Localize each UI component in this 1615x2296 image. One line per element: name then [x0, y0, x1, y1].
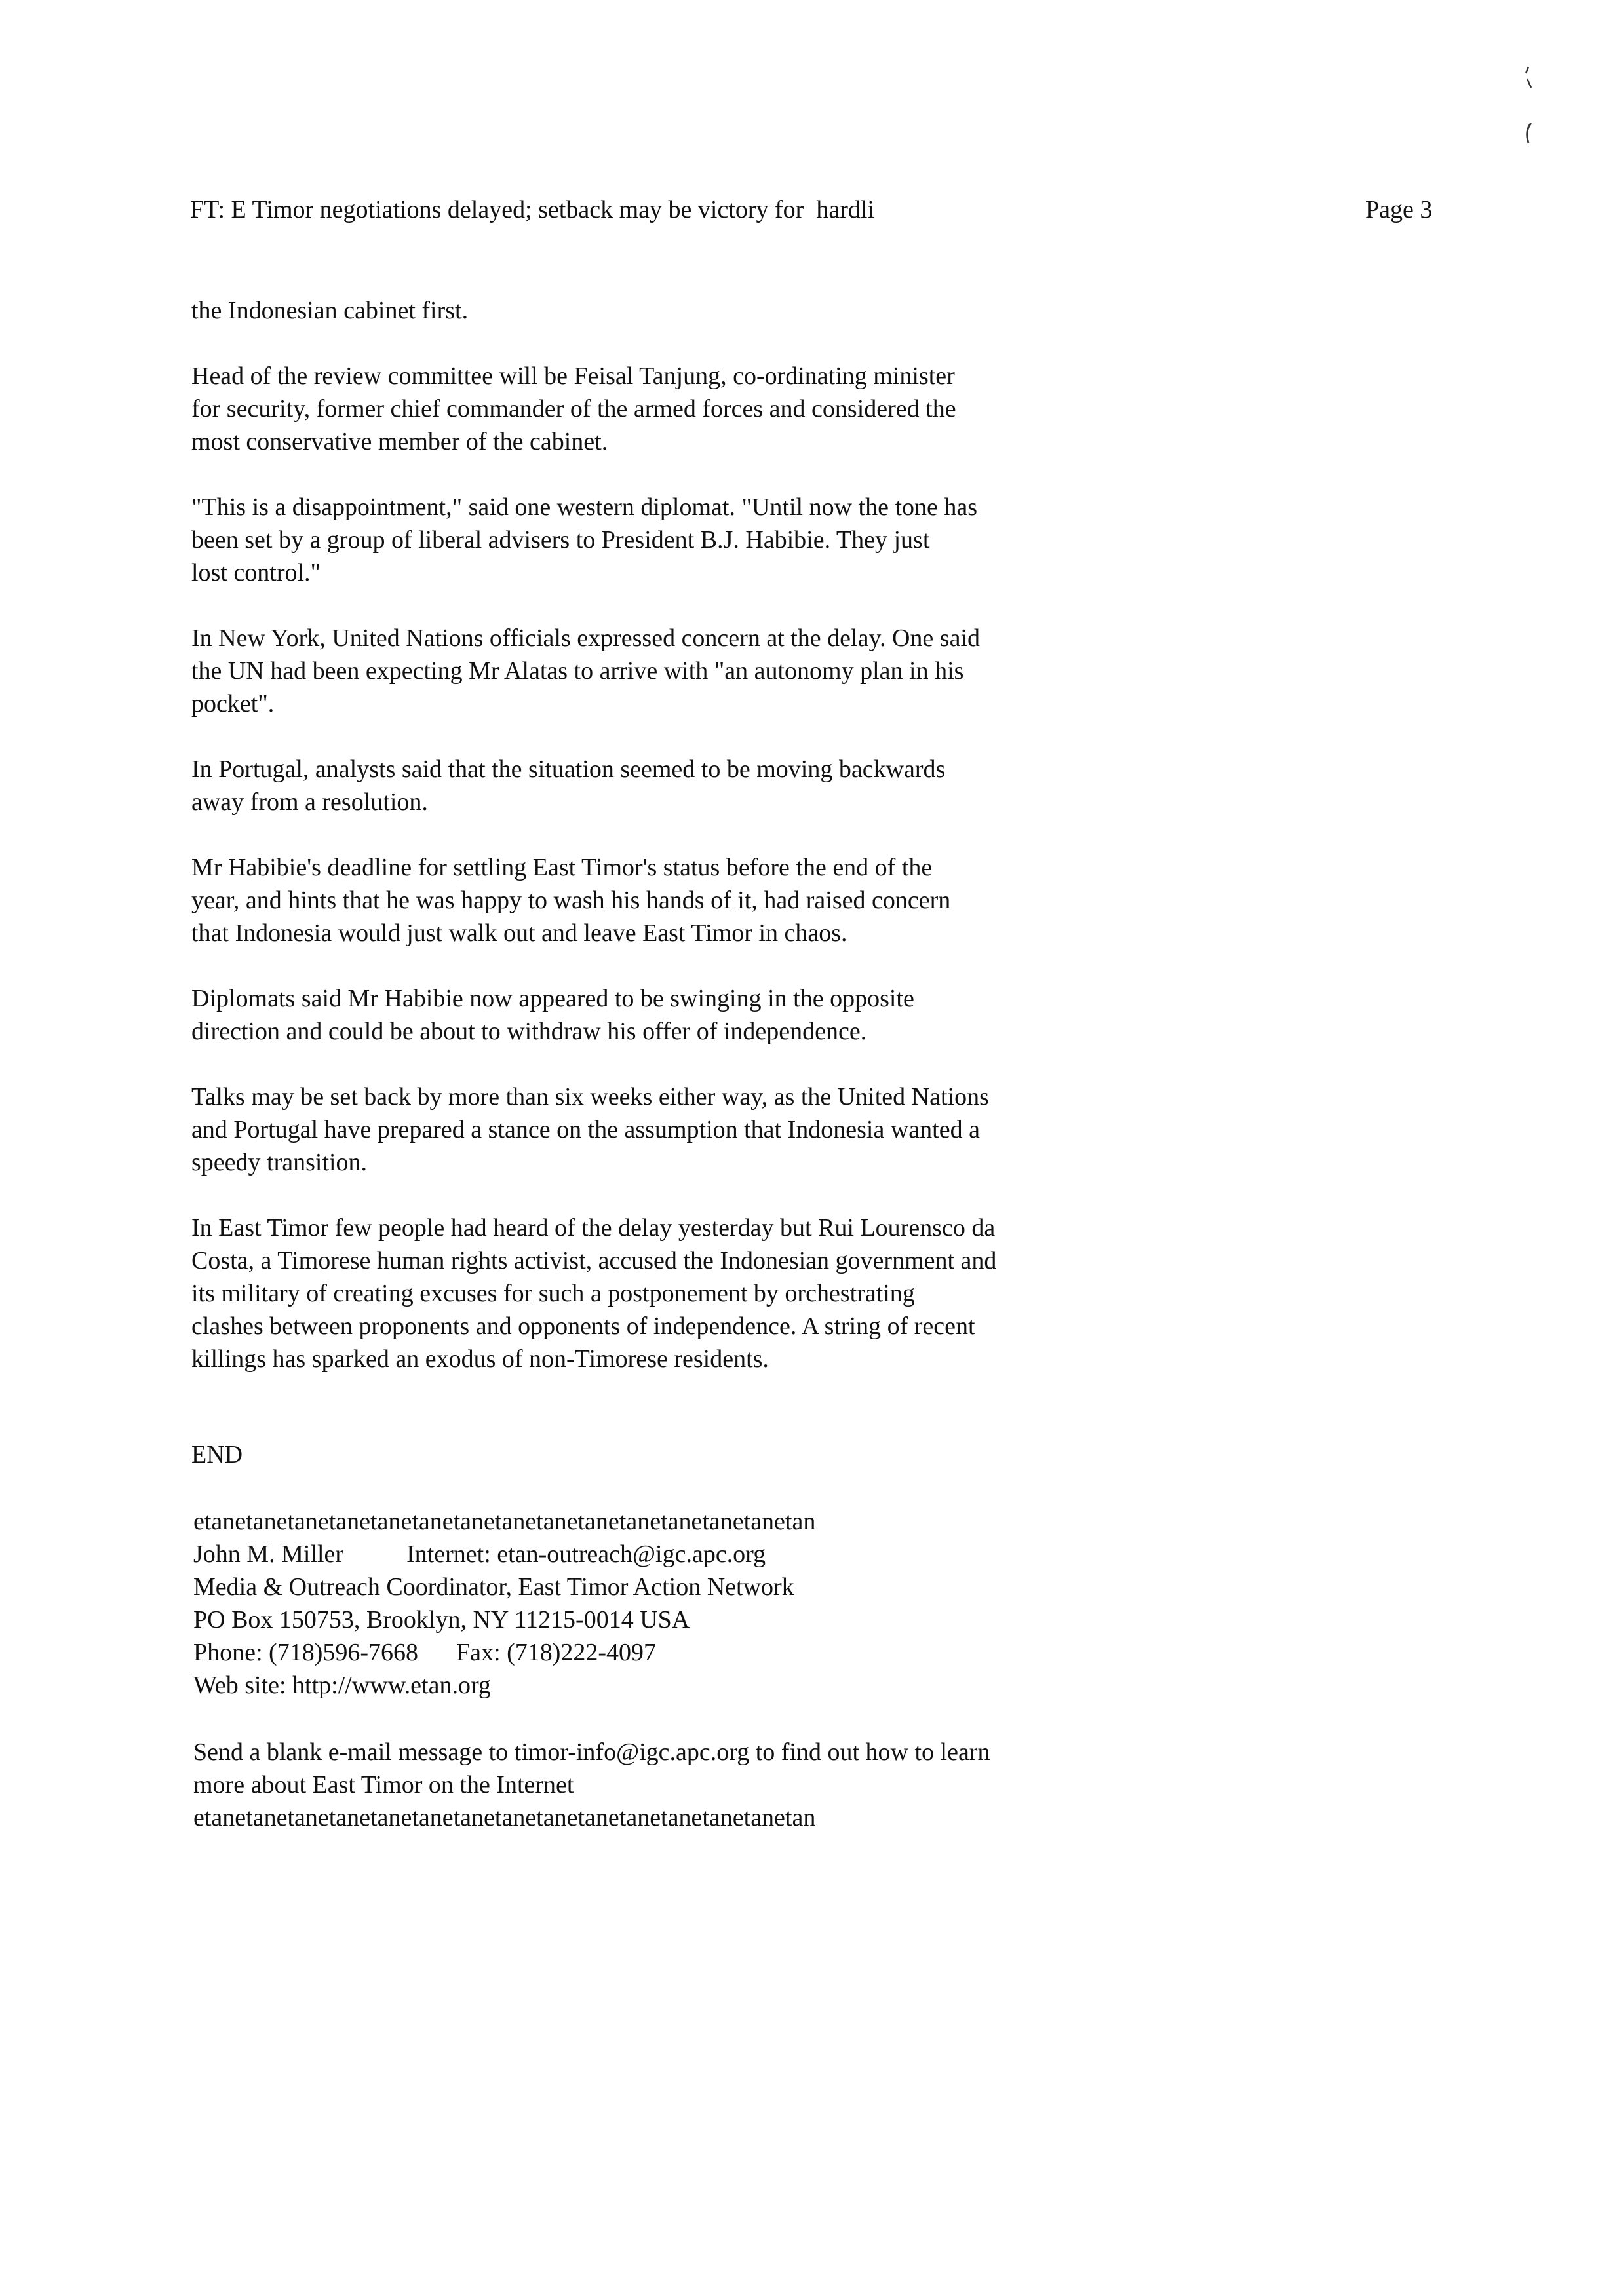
text-line: clashes between proponents and opponents of independence. A string of recent [191, 1312, 975, 1340]
paragraph-7 [191, 982, 1175, 1048]
paragraph-2 [191, 360, 1175, 458]
contact-phone: Phone: (718)596-7668 [193, 1639, 419, 1666]
contact-email: Internet: etan-outreach@igc.apc.org [406, 1540, 766, 1568]
text-line: been set by a group of liberal advisers to President B.J. Habibie. They just [191, 526, 930, 554]
text-line: In Portugal, analysts said that the situation seemed to be moving backwards [191, 756, 946, 783]
text-line: pocket". [191, 690, 275, 718]
contact-name: John M. Miller [193, 1540, 344, 1568]
paragraph-4 [191, 622, 1175, 720]
text-line: most conservative member of the cabinet. [191, 428, 608, 455]
signature-block [193, 1505, 1177, 1702]
text-line: the Indonesian cabinet first. [191, 297, 469, 324]
contact-phone-fax [193, 1636, 1177, 1669]
text-line: Mr Habibie's deadline for settling East Timor's status before the end of the [191, 854, 933, 881]
text-line: and Portugal have prepared a stance on the assumption that Indonesia wanted a [191, 1116, 980, 1143]
footer-line: Send a blank e-mail message to timor-info@igc.apc.org to find out how to learn [193, 1738, 990, 1766]
text-line: year, and hints that he was happy to wash his hands of it, had raised concern [191, 887, 951, 914]
text-line: Talks may be set back by more than six weeks either way, as the United Nations [191, 1083, 989, 1111]
text-line: Diplomats said Mr Habibie now appeared to be swinging in the opposite [191, 985, 914, 1012]
contact-fax: Fax: (718)222-4097 [456, 1639, 657, 1666]
contact-address: PO Box 150753, Brooklyn, NY 11215-0014 USA [193, 1606, 690, 1634]
paragraph-5 [191, 753, 1175, 818]
paragraph-6 [191, 851, 1175, 949]
text-line: direction and could be about to withdraw his offer of independence. [191, 1018, 867, 1045]
text-line: "This is a disappointment," said one western diplomat. "Until now the tone has [191, 493, 978, 521]
signature-divider: etanetanetanetanetanetanetanetanetanetanetanetanetanetanetan [193, 1508, 816, 1535]
article-body [191, 294, 1175, 1408]
text-line: the UN had been expecting Mr Alatas to arrive with "an autonomy plan in his [191, 657, 964, 685]
text-line: In New York, United Nations officials expressed concern at the delay. One said [191, 624, 981, 652]
contact-role: Media & Outreach Coordinator, East Timor Action Network [193, 1573, 794, 1601]
text-line: killings has sparked an exodus of non-Timorese residents. [191, 1345, 769, 1373]
contact-website: Web site: http://www.etan.org [193, 1672, 491, 1699]
page-number: Page 3 [1365, 196, 1433, 223]
text-line: away from a resolution. [191, 788, 428, 816]
text-line: its military of creating excuses for such a postponement by orchestrating [191, 1280, 915, 1307]
page-header-title: FT: E Timor negotiations delayed; setback may be victory for hardli [190, 196, 874, 223]
text-line: lost control." [191, 559, 321, 586]
contact-line [193, 1538, 1177, 1571]
footer-divider: etanetanetanetanetanetanetanetanetanetanetanetanetanetanetan [193, 1804, 816, 1831]
end-marker: END [191, 1441, 243, 1468]
footer-note [193, 1736, 1177, 1834]
text-line: that Indonesia would just walk out and leave East Timor in chaos. [191, 919, 847, 947]
text-line: for security, former chief commander of the armed forces and considered the [191, 395, 956, 423]
text-line: Costa, a Timorese human rights activist, accused the Indonesian government and [191, 1247, 997, 1274]
footer-line: more about East Timor on the Internet [193, 1771, 574, 1799]
paragraph-1 [191, 294, 1175, 327]
text-line: In East Timor few people had heard of the delay yesterday but Rui Lourensco da [191, 1214, 996, 1242]
paragraph-8 [191, 1081, 1175, 1179]
handwritten-margin-marks [1514, 59, 1540, 164]
text-line: speedy transition. [191, 1149, 368, 1176]
paragraph-9 [191, 1212, 1175, 1375]
text-line: Head of the review committee will be Feisal Tanjung, co-ordinating minister [191, 362, 955, 390]
paragraph-3 [191, 491, 1175, 589]
